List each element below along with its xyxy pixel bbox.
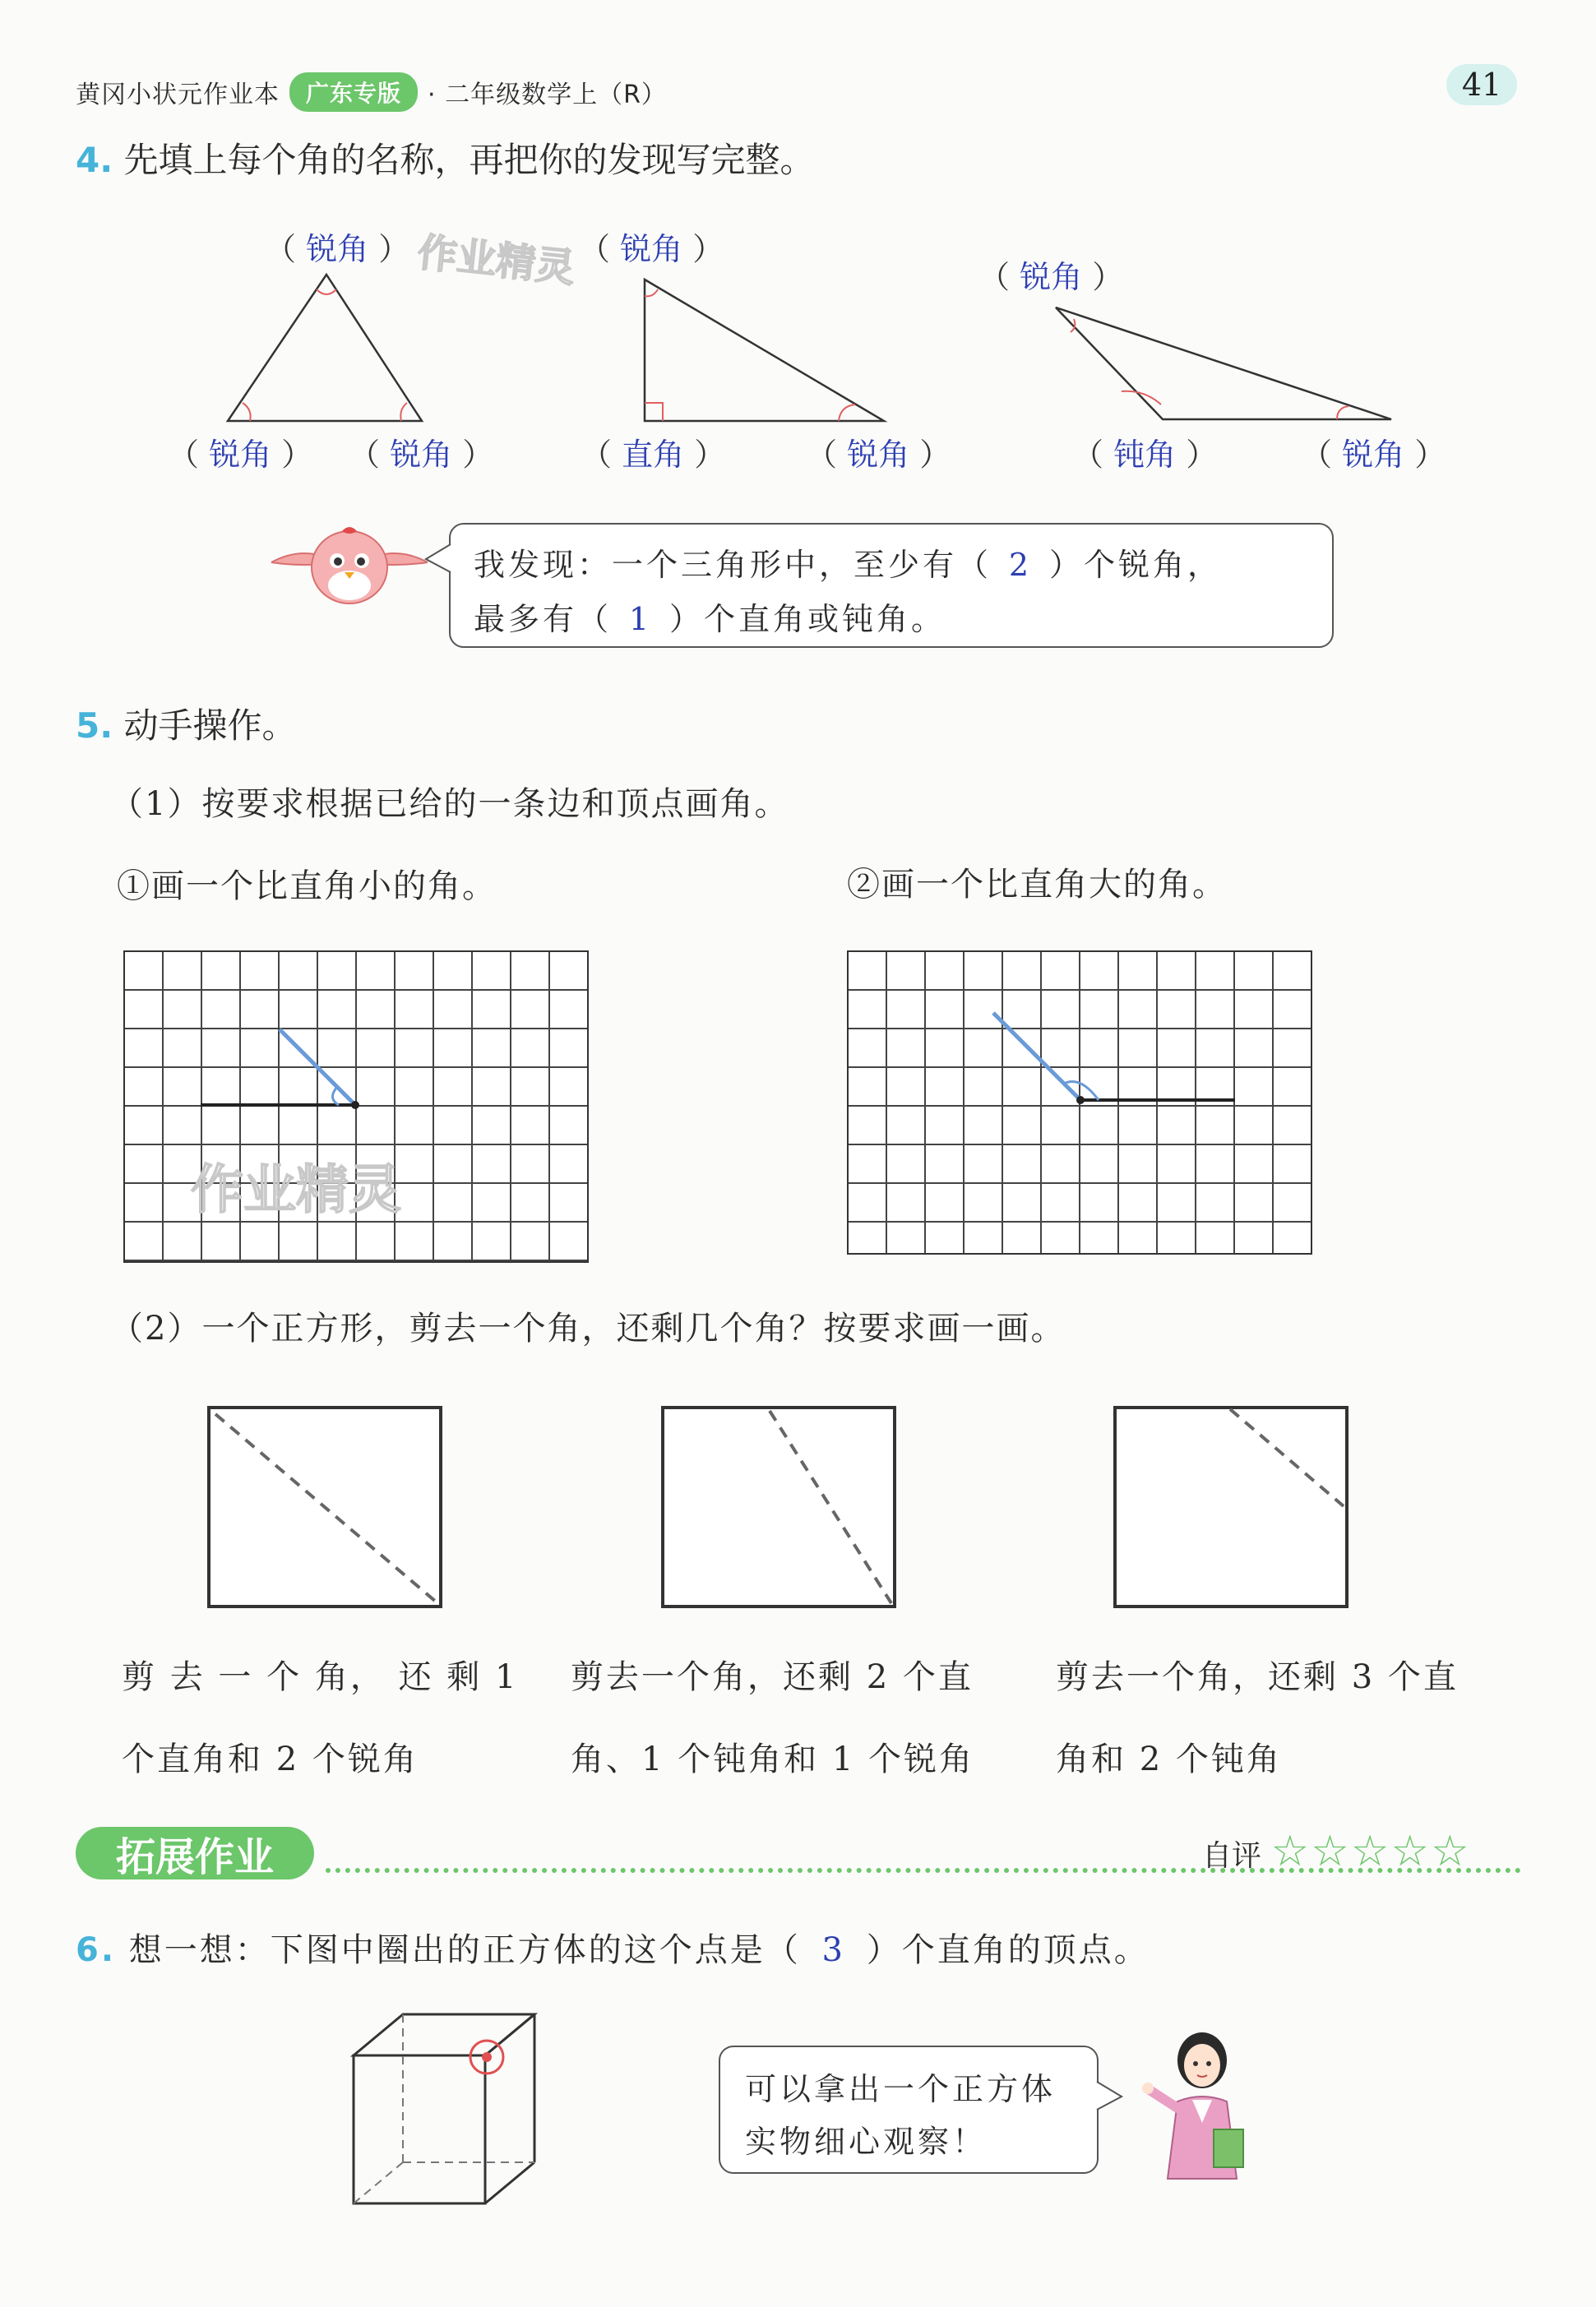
tri1-top-blank: （ 锐角 ） — [265, 231, 410, 267]
q5-part1b: ②画一个比直角大的角。 — [847, 866, 1227, 904]
q4-text: 先填上每个角的名称，再把你的发现写完整。 — [123, 140, 815, 180]
tri2-right-blank: （ 锐角 ） — [806, 437, 951, 473]
triangle1-angle-marks — [243, 289, 407, 421]
tip-bubble-tail — [1095, 2080, 1123, 2113]
triangle3-angle-marks — [1071, 319, 1349, 419]
caption-1-line1: 剪 去 一 个 角， 还 剩 1 — [122, 1658, 519, 1696]
tri2-top-answer: 锐角 — [620, 231, 683, 267]
tri1-left-answer: 锐角 — [209, 437, 272, 473]
extension-title: 拓展作业 — [115, 1833, 274, 1880]
tri3-right-answer: 锐角 — [1342, 437, 1405, 473]
caption-2-line1: 剪去一个角，还剩 2 个直 — [571, 1658, 974, 1696]
finding-line1-pre: 我发现：一个三角形中，至少有（ — [474, 547, 992, 583]
tri2-left-blank: （ 直角 ） — [581, 437, 726, 473]
tri3-left-blank: （ 钝角 ） — [1072, 437, 1218, 473]
tri1-left-blank: （ 锐角 ） — [168, 437, 313, 473]
q6-number: 6. — [76, 1931, 117, 1969]
caption-2-line2: 角、1 个钝角和 1 个锐角 — [571, 1741, 975, 1778]
tri3-top-blank: （ 锐角 ） — [978, 259, 1124, 295]
edition-badge: 广东专版 — [289, 72, 418, 112]
tri1-right-answer: 锐角 — [390, 437, 453, 473]
tip-line2: 实物细心观察！ — [745, 2124, 988, 2160]
teacher-icon — [1135, 2023, 1266, 2187]
finding-line1 — [474, 539, 1222, 585]
tip-line1: 可以拿出一个正方体 — [745, 2071, 1057, 2107]
q6-pre: 想一想：下图中圈出的正方体的这个点是（ — [128, 1931, 801, 1969]
grid-obtuse-drawing — [847, 950, 1312, 1255]
caption-3-line2: 角和 2 个钝角 — [1056, 1741, 1282, 1778]
tri2-top-blank: （ 锐角 ） — [579, 231, 724, 267]
q6-post: ）个直角的顶点。 — [866, 1931, 1150, 1969]
watermark-top: 作业精灵 — [415, 229, 577, 292]
tri1-top-answer: 锐角 — [306, 231, 369, 267]
q6-answer: 3 — [821, 1931, 845, 1969]
triangle2-angle-marks — [645, 289, 855, 421]
subject-label: · 二年级数学上（R） — [428, 81, 667, 109]
q5-part2: （2）一个正方形，剪去一个角，还剩几个角？按要求画一画。 — [110, 1310, 1066, 1348]
bird-mascot-icon — [263, 516, 436, 615]
q5-part1a: ①画一个比直角小的角。 — [117, 867, 497, 905]
finding-bubble — [449, 523, 1334, 648]
triangle-equilateral — [228, 275, 422, 421]
cube-figure — [345, 2006, 543, 2212]
bubble-tail — [424, 543, 452, 576]
q5-text: 动手操作。 — [123, 705, 297, 746]
finding-line2-post: ）个直角或钝角。 — [669, 601, 946, 637]
tri2-left-answer: 直角 — [622, 437, 685, 473]
extension-header — [76, 1827, 314, 1879]
self-eval-label: 自评 — [1202, 1839, 1262, 1873]
triangle-obtuse — [1056, 307, 1391, 419]
q5-title — [76, 699, 297, 748]
page-number: 41 — [1446, 64, 1517, 105]
self-eval — [1202, 1827, 1471, 1876]
caption-1 — [122, 1636, 518, 1801]
self-eval-stars-icon[interactable]: ☆☆☆☆☆ — [1270, 1827, 1471, 1876]
q6-line — [76, 1924, 1150, 1971]
q5-part1: （1）按要求根据已给的一条边和顶点画角。 — [110, 785, 789, 823]
finding-line2-pre: 最多有（ — [474, 601, 613, 637]
tri3-left-answer: 钝角 — [1113, 437, 1177, 473]
caption-1-line2: 个直角和 2 个锐角 — [122, 1741, 419, 1778]
caption-3 — [1056, 1636, 1459, 1801]
tri3-right-blank: （ 锐角 ） — [1301, 437, 1446, 473]
tip-bubble — [719, 2046, 1099, 2174]
q4-number: 4. — [76, 140, 113, 180]
finding-line2 — [474, 594, 946, 639]
watermark-grid: 作业精灵 — [191, 1160, 401, 1221]
cut-squares — [0, 1389, 1596, 1620]
tri3-top-answer: 锐角 — [1020, 259, 1083, 295]
caption-2 — [571, 1636, 974, 1801]
finding-answer2: 1 — [628, 601, 653, 637]
finding-line1-post: ）个锐角， — [1049, 547, 1223, 583]
caption-3-line1: 剪去一个角，还剩 3 个直 — [1056, 1658, 1459, 1696]
q5-number: 5. — [76, 705, 113, 746]
book-title: 黄冈小状元作业本 — [76, 81, 280, 109]
triangle-right — [645, 280, 884, 421]
finding-answer1: 2 — [1008, 547, 1033, 583]
tri1-right-blank: （ 锐角 ） — [349, 437, 494, 473]
tri2-right-answer: 锐角 — [847, 437, 910, 473]
